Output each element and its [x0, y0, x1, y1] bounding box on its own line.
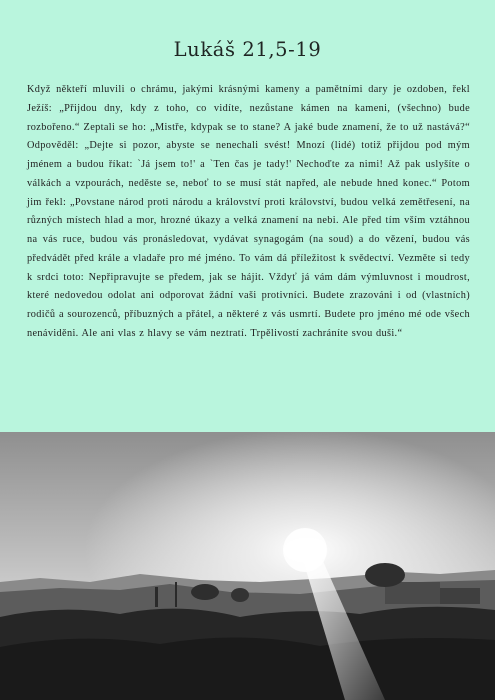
landscape-photo — [0, 432, 495, 700]
scripture-text: Když někteří mluvili o chrámu, jakými krásnými kameny a pamětními dary je ozdoben, řekl Ježíš: „Přijdou dny, kdy z toho, co vidíte, nezůstane kámen na kameni, (všechno) bude rozbořeno.“ Zeptali se ho: „Mistře, kdypak se to stane? A jaké bude znamení, že to už nastává?“ Odpověděl: „Dejte si pozor, abyste se nenechali svést! Mnozí (lidé) totiž přijdou pod mým jménem a budou říkat: `Já jsem to!' a `Ten čas je tady!' Nechoďte za nimi! Až pak uslyšíte o válkách a vzpourách, neděste se, neboť to se musí stát napřed, ale nebude hned konec.“ Potom jim řekl: „Povstane národ proti národu a království proti království, budou velká zemětřesení, na různých místech hlad a mor, hrozné úkazy a velká znamení na nebi. Ale před tím vším vztáhnou na vás ruce, budou vás pronásledovat, vydávat synagogám (na soud) a do vězení, budou vás předvádět před krále a vladaře pro mé jméno. To vám dá příležitost k svědectví. Vezměte si tedy k srdci toto: Nepřipravujte se předem, jak se hájit. Vždyť já vám dám výmluvnost i moudrost, které nedovedou odolat ani odporovat žádní vaši protivníci. Budete zrazováni i od (vlastních) rodičů a sourozenců, příbuzných a přátel, a některé z vás usmrtí. Budete pro jméno mé ode všech nenáviděni. Ale ani vlas z hlavy se vám neztratí. Trpělivostí zachráníte svou duši.“ — [27, 84, 470, 339]
page-title: Lukáš 21,5-19 — [173, 38, 322, 61]
